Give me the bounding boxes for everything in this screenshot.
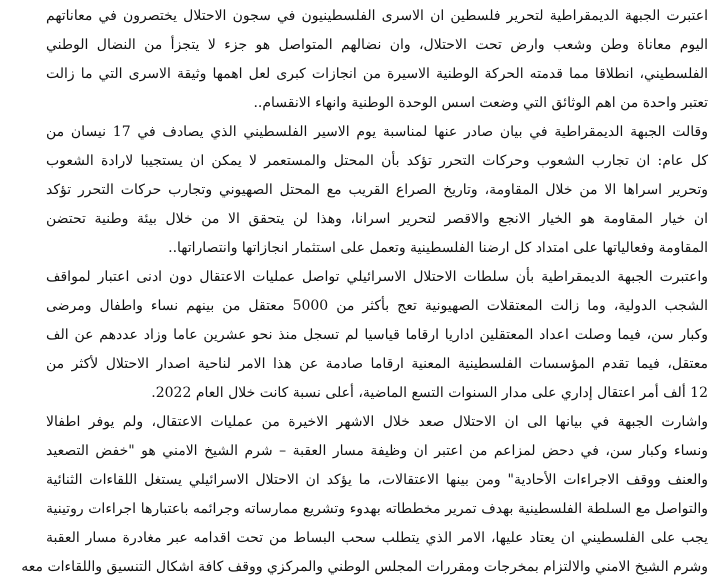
- text-line: كل عام: ان تجارب الشعوب وحركات التحرر تؤكد بأن المحتل والمستعمر لا يمكن ان يستجيبا لارادة الشعوب: [46, 153, 708, 169]
- text-line: واشارت الجبهة في بيانها الى ان الاحتلال صعد خلال الاشهر الاخيرة من عمليات الاعتقال، ولم يوفر اطفالا: [46, 414, 708, 430]
- text-line: وشرم الشيخ الامني والالتزام بمخرجات ومقررات المجلس الوطني والمركزي ووقف كافة اشكال التنسيق واللقاءات معه: [21, 559, 708, 575]
- text-line: الشجب الدولية، وما زالت المعتقلات الصهيونية تعج بأكثر من 5000 معتقل من بينهم نساء واطفال ومرضى: [46, 298, 708, 314]
- text-line: ان خيار المقاومة هو الخيار الانجع والاقصر لتحرير اسرانا، وهذا لن يتحقق الا من خلال بيئة وطنية تحتضن: [46, 211, 708, 227]
- text-line: والعنف ووقف الاجراءات الأحادية" ومن بينها الاعتقالات، ما يؤكد ان الاحتلال الاسرائيلي يستغل اللقاءات الثنائية: [46, 472, 708, 488]
- text-line: تعتبر واحدة من اهم الوثائق التي وضعت اسس الوحدة الوطنية وانهاء الانقسام..: [253, 95, 708, 111]
- text-line: معتقل، فيما تقدم المؤسسات الفلسطينية المعنية ارقاما صادمة عن هذا الامر لناحية اصدار الاحتلال لأكثر من: [46, 356, 708, 372]
- text-line: ونساء وكبار سن، في دحض لمزاعم من اعتبر ان وظيفة مسار العقبة – شرم الشيخ الامني هو "خفض التصعيد: [46, 443, 708, 459]
- text-line: واعتبرت الجبهة الديمقراطية بأن سلطات الاحتلال الاسرائيلي تواصل عمليات الاعتقال دون ادنى اعتبار لمواقف: [46, 269, 708, 285]
- text-line: الفلسطيني، انطلاقا مما قدمته الحركة الوطنية الاسيرة من انجازات كبرى لعل اهمها وثيقة الاسرى التي ما زالت: [46, 66, 708, 82]
- article-body: [21, 2, 708, 582]
- text-line: وقالت الجبهة الديمقراطية في بيان صادر عنها لمناسبة يوم الاسير الفلسطيني الذي يصادف في 17 نيسان من: [46, 124, 708, 140]
- text-line: والتواصل مع السلطة الفلسطينية بهدف تمرير مخططاته بهدوء وتشريع ممارساته وجرائمه باعتبارها اجراءات روتينية: [46, 501, 708, 517]
- text-line: وكبار سن، فيما وصلت اعداد المعتقلين اداريا ارقاما قياسيا لم تسجل منذ نحو عشرين عاما وزاد عددهم عن الف: [46, 327, 708, 343]
- text-line: وتحرير اسراها الا من خلال المقاومة، وتاريخ الصراع القريب مع المحتل الصهيوني وتجارب حركات التحرر تؤكد: [46, 182, 708, 198]
- text-line: اعتبرت الجبهة الديمقراطية لتحرير فلسطين ان الاسرى الفلسطينيون في سجون الاحتلال يختصرون في معاناتهم: [46, 8, 708, 24]
- text-line: 12 ألف أمر اعتقال إداري على مدار السنوات التسع الماضية، أعلى نسبة كانت خلال العام 2022.: [151, 385, 708, 401]
- text-line: اليوم معاناة وطن وشعب وارض تحت الاحتلال، وان نضالهم المتواصل هو جزء لا يتجزأ من النضال الوطني: [46, 37, 708, 53]
- text-line: المقاومة وفعالياتها على امتداد كل ارضنا الفلسطينية وتعمل على استثمار انجازاتها وانتصاراتها..: [168, 240, 708, 256]
- text-line: يجب على الفلسطيني ان يعتاد عليها، الامر الذي يتطلب سحب البساط من تحت اقدامه عبر مغادرة مسار العقبة: [46, 530, 708, 546]
